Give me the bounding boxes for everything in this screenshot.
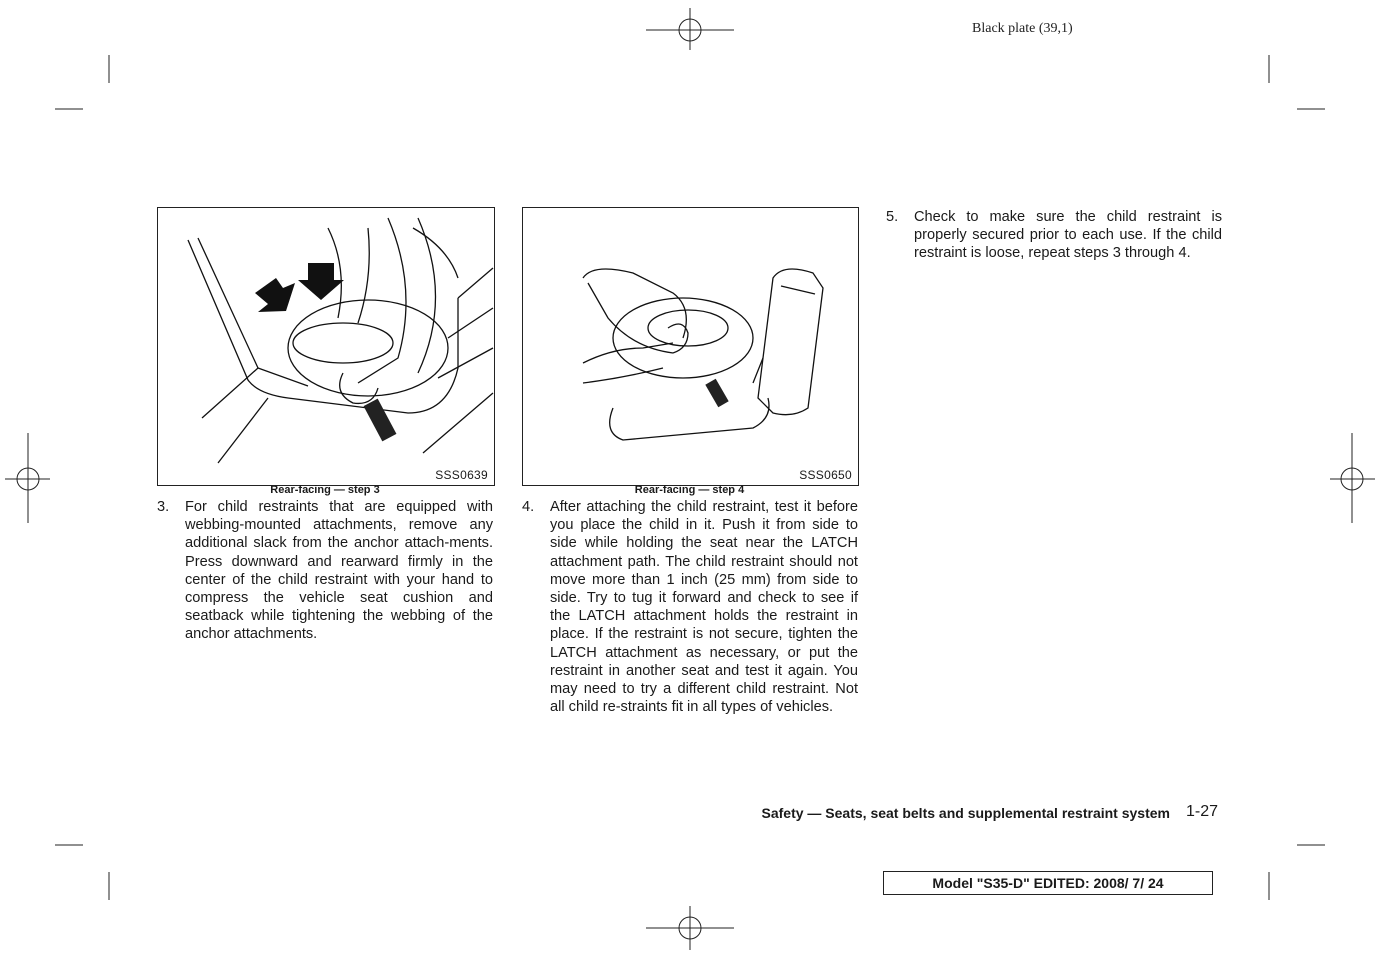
car-seat-press-illustration — [158, 208, 494, 485]
step-4 — [522, 498, 858, 716]
figure-code: SSS0639 — [435, 468, 488, 482]
figure-step-3 — [157, 207, 495, 486]
section-title: Safety — Seats, seat belts and supplemental restraint system — [761, 805, 1170, 821]
page-number: 1-27 — [1186, 803, 1219, 820]
car-seat-test-illustration — [523, 208, 858, 485]
step-number: 4. — [522, 499, 535, 515]
figure-code: SSS0650 — [799, 468, 852, 482]
plate-label: Black plate (39,1) — [972, 21, 1073, 36]
figure-caption: Rear-facing — step 4 — [634, 484, 745, 496]
figure-step-4 — [522, 207, 859, 486]
figure-caption: Rear-facing — step 3 — [270, 484, 380, 496]
step-number: 3. — [157, 499, 170, 515]
step-text: After attaching the child restraint, test it before you place the child in it. Push it from side to side while holding the seat near the LATCH attachment path. The child restraint should not move more than 1 inch (25 mm) from side to side. Try to tug it forward and check to see if the LATCH attachment holds the restraint in place. If the restraint is not secure, tighten the LATCH attachment as necessary, or put the restraint in another seat and test it again. You may need to try a different child restraint. Not all child re-straints fit in all types of vehicles. — [550, 499, 858, 716]
step-text: For child restraints that are equipped with webbing-mounted attachments, remove any additional slack from the anchor attach-ments. Press downward and rearward firmly in the center of the child restraint with your hand to compress the vehicle seat cushion and seatback while tightening the webbing of the anchor attachments. — [185, 499, 493, 643]
step-5 — [886, 208, 1222, 263]
step-3 — [157, 498, 493, 644]
step-text: Check to make sure the child restraint is properly secured prior to each use. If the child restraint is loose, repeat steps 3 through 4. — [914, 209, 1222, 262]
step-number: 5. — [886, 209, 899, 225]
model-edited-box: Model "S35-D" EDITED: 2008/ 7/ 24 — [883, 871, 1213, 895]
